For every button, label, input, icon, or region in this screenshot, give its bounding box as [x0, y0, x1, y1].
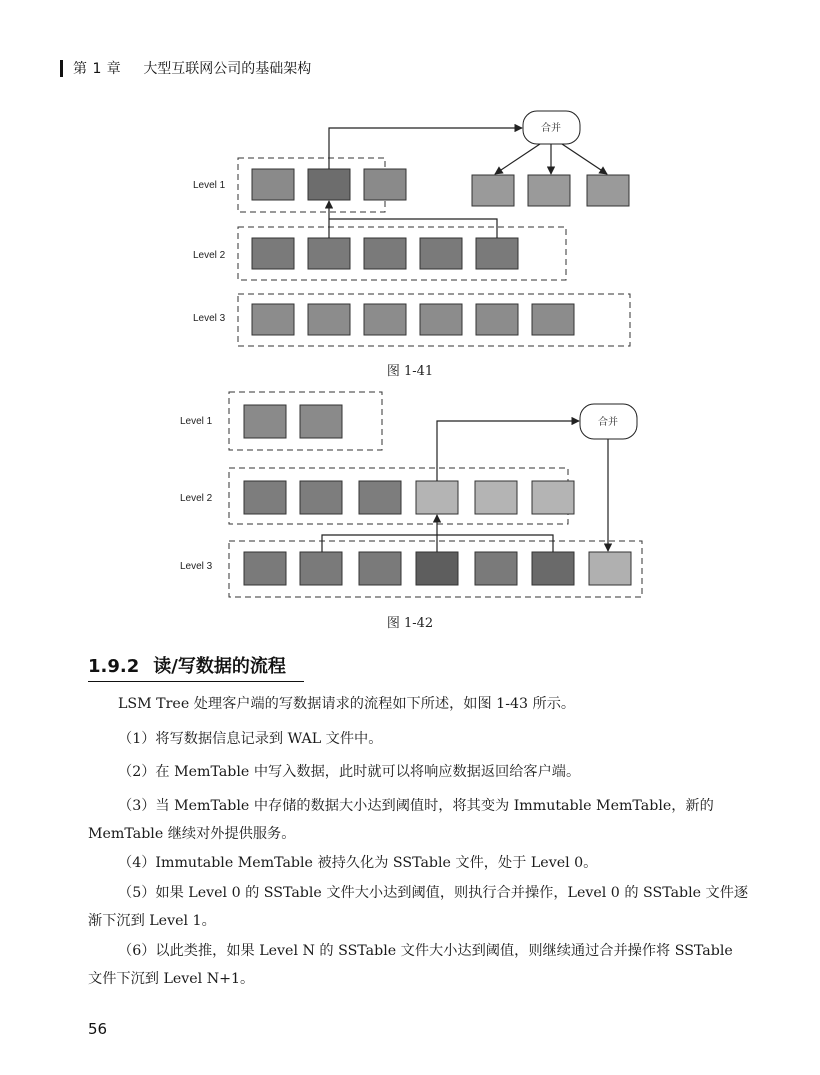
fig41-arrow-out: [495, 144, 540, 174]
fig42-l3-new-block: [589, 552, 631, 585]
section-number: 1.9.2: [88, 656, 140, 677]
fig42-l2-block: [475, 481, 517, 514]
fig42-l3-block: [532, 552, 574, 585]
paragraph: LSM Tree 处理客户端的写数据请求的流程如下所述，如图 1-43 所示。: [118, 696, 576, 712]
figure-1-42-caption: 图 1-42: [386, 616, 434, 631]
fig41-l2-block: [308, 238, 350, 269]
fig41-l3-block: [532, 304, 574, 335]
fig41-l3-block: [308, 304, 350, 335]
section-heading: [88, 652, 304, 682]
paragraph: （1）将写数据信息记录到 WAL 文件中。: [118, 731, 383, 747]
fig42-l2-block: [300, 481, 342, 514]
fig41-level-1-label: Level 1: [193, 180, 226, 191]
fig41-level-2-label: Level 2: [193, 250, 226, 261]
figure-1-42: [0, 385, 820, 605]
fig42-level-3-label: Level 3: [180, 561, 213, 572]
figure-1-41: [0, 0, 820, 360]
fig42-l1-block: [244, 405, 286, 438]
fig41-l3-block: [476, 304, 518, 335]
chapter-label: 第 1 章: [73, 61, 122, 77]
fig42-l3-block: [244, 552, 286, 585]
fig41-l3-block: [420, 304, 462, 335]
fig41-l2-block: [364, 238, 406, 269]
fig42-l3-block: [359, 552, 401, 585]
fig41-merged-block: [587, 175, 629, 206]
section-title: 读/写数据的流程: [153, 656, 286, 677]
paragraph: （6）以此类推，如果 Level N 的 SSTable 文件大小达到阈值，则继续通过合并操作将 SSTable 文件下沉到 Level N+1。: [88, 943, 733, 987]
fig42-l3-block: [416, 552, 458, 585]
fig42-l3-block: [475, 552, 517, 585]
fig42-level-2-label: Level 2: [180, 493, 213, 504]
fig42-level-1-label: Level 1: [180, 416, 213, 427]
fig41-l2-block: [420, 238, 462, 269]
fig41-merge-label: 合并: [541, 123, 561, 134]
paragraph: （5）如果 Level 0 的 SSTable 文件大小达到阈值，则执行合并操作，Level 0 的 SSTable 文件逐渐下沉到 Level 1。: [88, 885, 749, 929]
fig42-l2-block: [532, 481, 574, 514]
fig41-arrow-to-merge: [329, 128, 522, 169]
fig41-l1-block: [252, 169, 294, 200]
fig41-l1-block: [308, 169, 350, 200]
paragraph: （4）Immutable MemTable 被持久化为 SSTable 文件，处于 Level 0。: [118, 855, 598, 871]
fig41-l2-block: [476, 238, 518, 269]
fig41-l1-block: [364, 169, 406, 200]
fig41-l3-block: [364, 304, 406, 335]
paragraph: （2）在 MemTable 中写入数据，此时就可以将响应数据返回给客户端。: [118, 764, 581, 780]
fig42-l2-block: [244, 481, 286, 514]
fig41-merged-block: [472, 175, 514, 206]
fig42-l1-block: [300, 405, 342, 438]
figure-1-41-caption: 图 1-41: [386, 364, 434, 379]
fig42-l3-block: [300, 552, 342, 585]
fig42-merge-label: 合并: [598, 417, 618, 428]
fig41-level-3-label: Level 3: [193, 313, 226, 324]
chapter-title: 大型互联网公司的基础架构: [143, 61, 312, 77]
fig41-l2-block: [252, 238, 294, 269]
paragraph: （3）当 MemTable 中存储的数据大小达到阈值时，将其变为 Immutable MemTable，新的 MemTable 继续对外提供服务。: [88, 798, 714, 842]
fig41-l3-block: [252, 304, 294, 335]
fig41-arrow-out: [562, 144, 607, 174]
fig41-connector: [329, 219, 497, 238]
fig42-l2-block: [359, 481, 401, 514]
fig42-l2-block: [416, 481, 458, 514]
fig41-merged-block: [528, 175, 570, 206]
page-number: 56: [88, 1020, 108, 1038]
fig42-arrow-to-merge: [437, 421, 579, 481]
